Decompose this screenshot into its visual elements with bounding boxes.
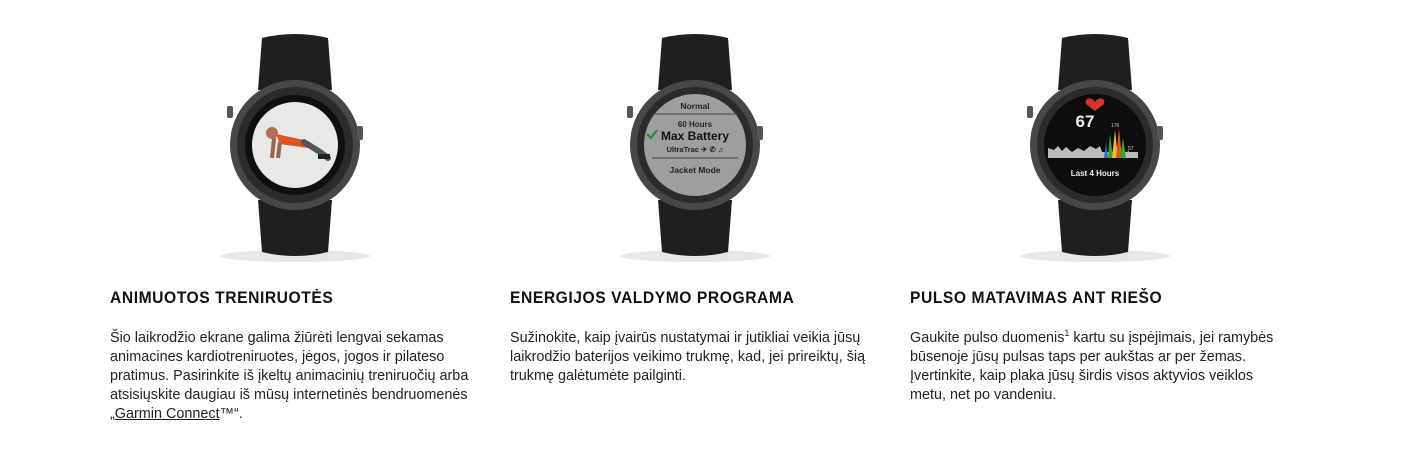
screen-mode: Max Battery [660,129,730,143]
screen-hours: 60 Hours [677,120,713,129]
footnote-marker: 1 [1064,328,1070,339]
feature-description: Sužinokite, kaip įvairūs nustatymai ir jutikliai veikia jūsų laikrodžio baterijos veikimo trukmę, kad, jei prireiktų, šią trukmę galėtumėte pailginti. [510,330,866,384]
screen-min: 57 [1128,146,1134,152]
screen-caption: Last 4 Hours [1070,169,1120,178]
watch-image-heart-rate [1000,30,1190,265]
screen-row-jacket: Jacket Mode [669,165,721,175]
screen-sub: UltraTrac ✈ ✆ ♫ [666,145,724,154]
watch-image-workout [200,30,390,265]
screen-max: 176 [1111,123,1120,129]
screen-bpm: 67 [1075,112,1095,131]
feature-description: Šio laikrodžio ekrane galima žiūrėti lengvai sekamas animacines kardiotreniruotes, jėgos, jogos ir pilateso pratimus. Pasirinkite iš įkeltų animacinių treniruočių arba atsisiųskite daugiau iš mūsų internetinės bendruomenės „Garmin Connect™“. [110,330,469,422]
feature-title: PULSO MATAVIMAS ANT RIEŠO [910,288,1163,307]
feature-title: ANIMUOTOS TRENIRUOTĖS [110,288,334,307]
feature-description: Gaukite pulso duomenis$^1$ kartu su įspėjimais, jei ramybės būsenoje jūsų pulsas taps per aukštas ar per žemas. Įvertinkite, kaip plaka jūsų širdis visos aktyvios veiklos metu, net po vandeniu. [910,328,1274,403]
screen-row-normal: Normal [680,101,710,111]
garmin-connect-link[interactable]: Garmin Connect [114,406,220,422]
watch-image-battery [600,30,790,265]
feature-title: ENERGIJOS VALDYMO PROGRAMA [510,288,795,307]
